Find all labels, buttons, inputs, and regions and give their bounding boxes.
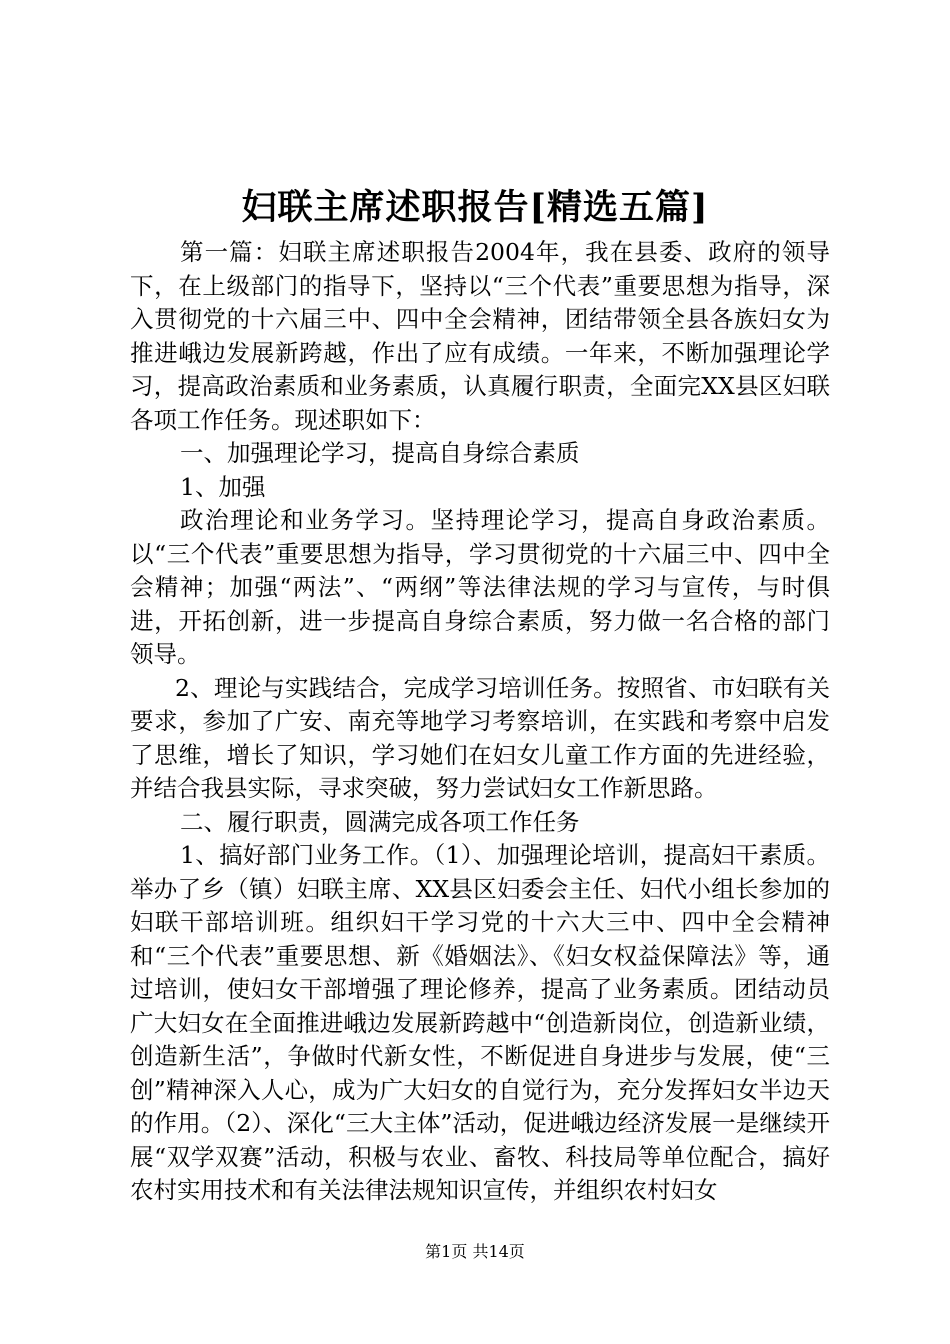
page-number: 第1页 共14页 [425, 1242, 525, 1261]
paragraph-department-work: 1、搞好部门业务工作。（1）、加强理论培训，提高妇干素质。举办了乡（镇）妇联主席、XX县区妇委会主任、妇代小组长参加的妇联干部培训班。组织妇干学习党的十六大三中、四中全会精神和“三个代表”重要思想、新《婚姻法》、《妇女权益保障法》等，通过培训，使妇女干部增强了理论修养，提高了业务素质。团结动员广大妇女在全面推进峨边发展新跨越中“创造新岗位，创造新业绩，创造新生活”，争做时代新女性，不断促进自身进步与发展，使“三创”精神深入人心，成为广大妇女的自觉行为，充分发挥妇女半边天的作用。（2）、深化“三大主体”活动，促进峨边经济发展一是继续开展“双学双赛”活动，积极与农业、畜牧、科技局等单位配合，搞好农村实用技术和有关法律法规知识宣传，并组织农村妇女 [130, 841, 830, 1204]
section-heading-2: 二、履行职责，圆满完成各项工作任务 [180, 807, 580, 836]
subsection-heading-1-1: 1、加强 [180, 472, 266, 501]
document-body [130, 236, 830, 1208]
section-heading-1: 一、加强理论学习，提高自身综合素质 [180, 439, 580, 467]
paragraph-political-study: 政治理论和业务学习。坚持理论学习，提高自身政治素质。以“三个代表”重要思想为指导，学习贯彻党的十六届三中、四中全会精神；加强“两法”、“两纲”等法律法规的学习与宣传，与时俱进，开拓创新，进一步提高自身综合素质，努力做一名合格的部门领导。 [130, 506, 830, 668]
paragraph-intro: 第一篇：妇联主席述职报告2004年，我在县委、政府的领导下，在上级部门的指导下，坚持以“三个代表”重要思想为指导，深入贯彻党的十六届三中、四中全会精神，团结带领全县各族妇女为推进峨边发展新跨越，作出了应有成绩。一年来，不断加强理论学习，提高政治素质和业务素质，认真履行职责，全面完XX县区妇联各项工作任务。现述职如下： [130, 238, 830, 434]
document-title: 妇联主席述职报告[精选五篇] [241, 187, 709, 228]
paragraph-theory-practice: 2、理论与实践结合，完成学习培训任务。按照省、市妇联有关要求，参加了广安、南充等地学习考察培训，在实践和考察中启发了思维，增长了知识，学习她们在妇女儿童工作方面的先进经验，并结合我县实际，寻求突破，努力尝试妇女工作新思路。 [130, 673, 830, 802]
